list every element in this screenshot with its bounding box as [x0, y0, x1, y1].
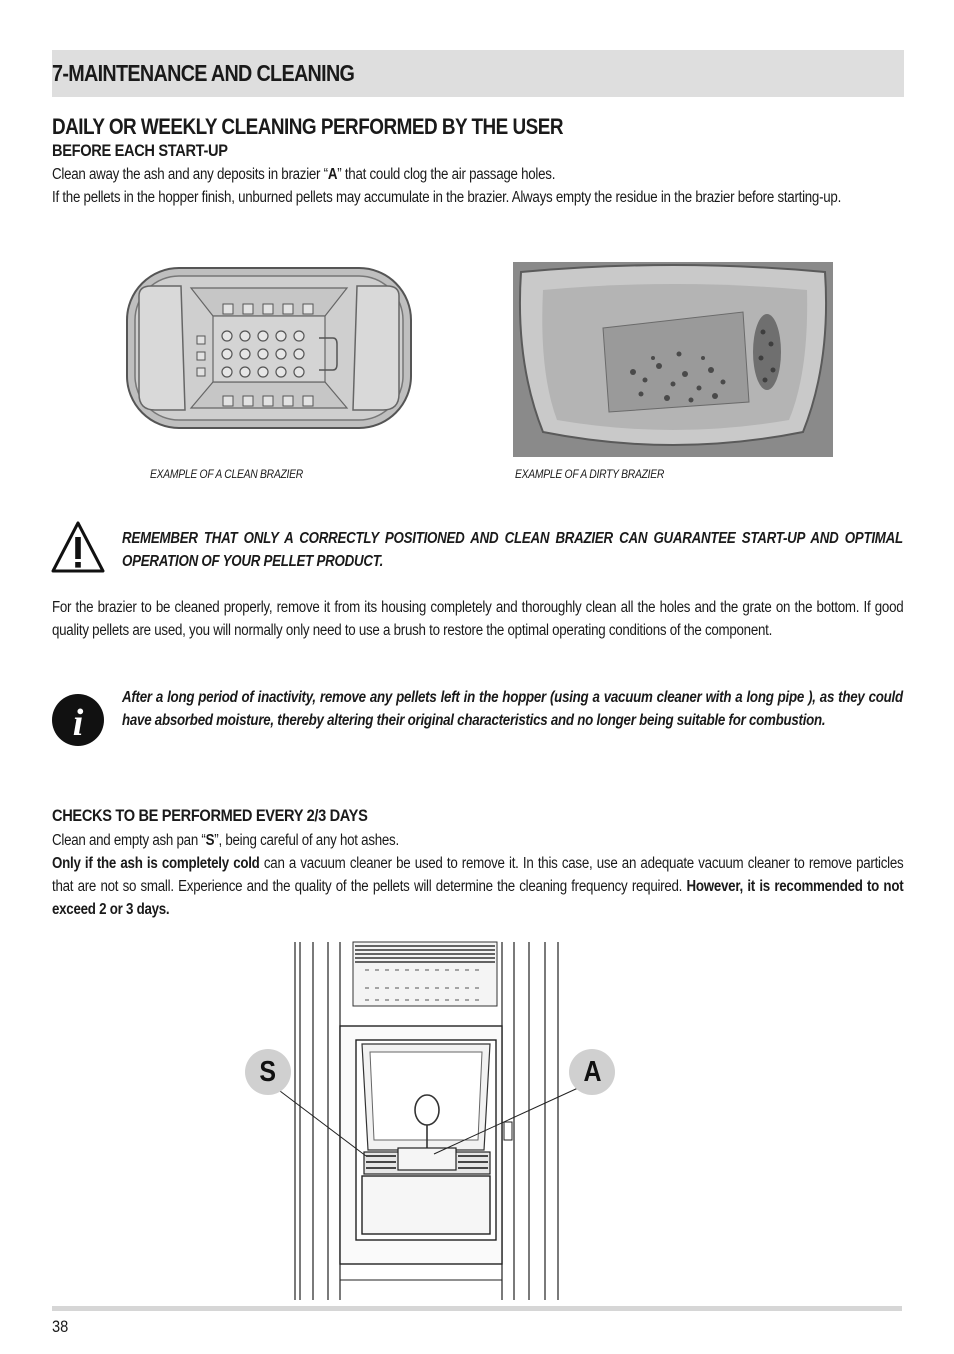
daily-cleaning-heading: DAILY OR WEEKLY CLEANING PERFORMED BY THE USER	[52, 114, 564, 139]
checks-line-1: Clean and empty ash pan “S”, being careful of any hot ashes.	[52, 832, 399, 849]
daily-line-2: If the pellets in the hopper finish, unburned pellets may accumulate in the brazier. Always empty the residue in the brazier before starting-up.	[52, 189, 842, 206]
before-startup-subheading: BEFORE EACH START-UP	[52, 141, 228, 160]
dirty-brazier-caption: EXAMPLE OF A DIRTY BRAZIER	[515, 467, 665, 481]
checks-paragraph-2: Only if the ash is completely cold can a vacuum cleaner be used to remove it. In this case, use an adequate vacuum cleaner to remove particles that are not so small. Experience and the quality of the pellets will determine the cleaning frequency required. However, it is recommended to not exceed 2 or 3 days.	[52, 855, 904, 918]
page-number: 38	[52, 1317, 69, 1336]
callout-s-ash-pan: S	[245, 1049, 291, 1095]
checks-heading: CHECKS TO BE PERFORMED EVERY 2/3 DAYS	[52, 806, 368, 825]
section-title: 7-MAINTENANCE AND CLEANING	[52, 60, 355, 86]
warning-text: REMEMBER THAT ONLY A CORRECTLY POSITIONED AND CLEAN BRAZIER CAN GUARANTEE START-UP AND OPTIMAL OPERATION OF YOUR PELLET PRODUCT.	[122, 530, 903, 570]
clean-brazier-image	[125, 266, 413, 430]
clean-brazier-caption: EXAMPLE OF A CLEAN BRAZIER	[150, 467, 303, 481]
svg-text:i: i	[72, 702, 84, 744]
warning-triangle-icon	[50, 520, 106, 574]
info-text: After a long period of inactivity, remove any pellets left in the hopper (using a vacuum cleaner with a long pipe ), as they could have absorbed moisture, thereby altering their original characteristics and no longer being suitable for combustion.	[122, 689, 903, 729]
dirty-brazier-image	[513, 262, 833, 457]
info-icon	[51, 693, 105, 747]
daily-line-1: Clean away the ash and any deposits in brazier “A” that could clog the air passage holes.	[52, 166, 556, 183]
brazier-cleaning-paragraph: For the brazier to be cleaned properly, remove it from its housing completely and thoroughly clean all the holes and the grate on the bottom. If good quality pellets are used, you will normally only need to use a brush to restore the optimal operating conditions of the component.	[52, 599, 904, 639]
callout-a-brazier: A	[569, 1049, 615, 1095]
stove-diagram	[240, 940, 620, 1302]
footer-rule	[52, 1306, 902, 1311]
